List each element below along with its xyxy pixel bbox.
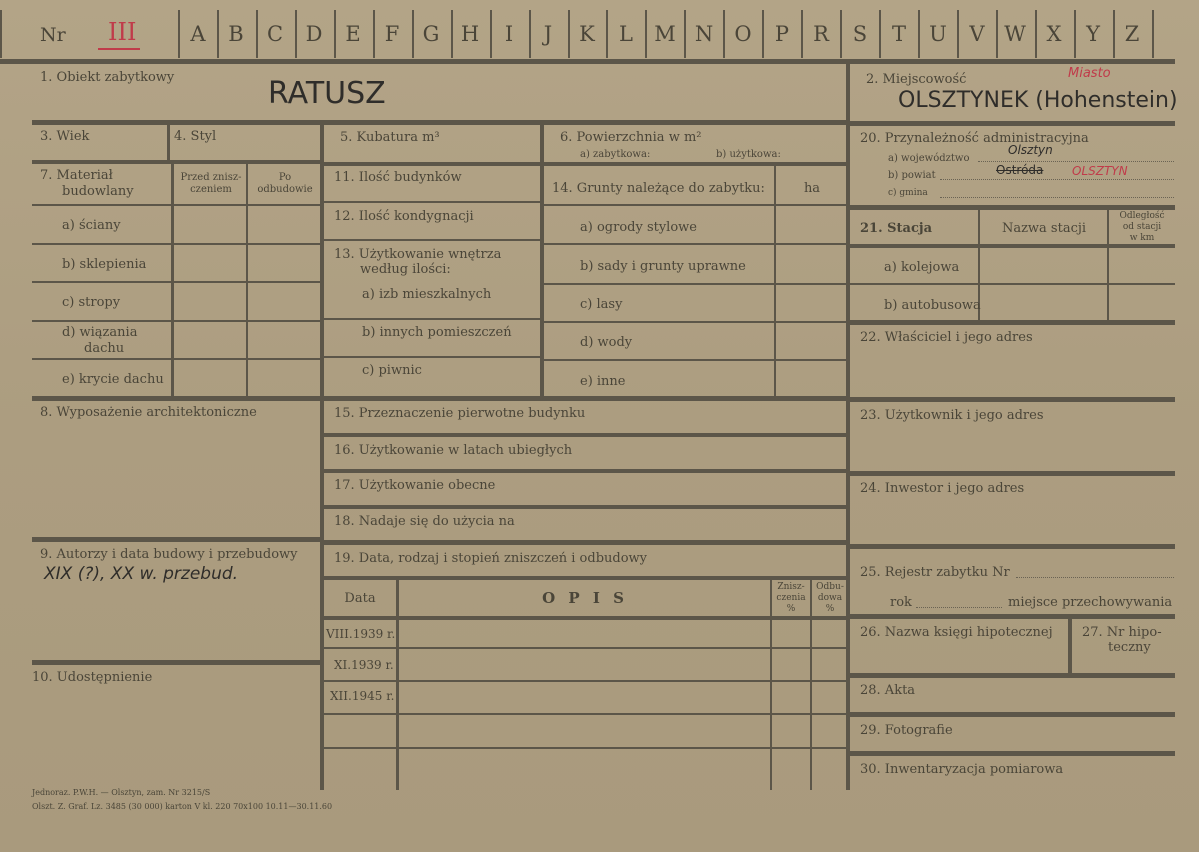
f7-row-ceilings: c) stropy (62, 295, 121, 310)
alphabet-divider (606, 10, 608, 58)
f30-label: 30. Inwentaryzacja pomiarowa (860, 762, 1064, 777)
f21-col-name: Nazwa stacji (1001, 221, 1087, 236)
f19-col-rebuild-2: dowa (817, 593, 843, 603)
alphabet-divider (684, 10, 686, 58)
f20-b-value: OLSZTYN (1072, 164, 1128, 178)
f16-label: 16. Użytkowanie w latach ubiegłych (334, 443, 573, 458)
alphabet-letter-z: Z (1124, 22, 1140, 46)
f2-value: OLSZTYNEK (Hohenstein) (898, 88, 1178, 113)
f6-label: 6. Powierzchnia w m² (560, 130, 702, 145)
alphabet-letter-d: D (305, 22, 323, 46)
alphabet-divider (762, 10, 764, 58)
alphabet-divider (957, 10, 959, 58)
footer-line-1: Jednoraz. P.W.H. — Olsztyn, zam. Nr 3215/S (32, 788, 211, 797)
f20-c: c) gmina (888, 188, 928, 198)
f19-col-destr-3: % (786, 604, 796, 614)
f9-value: XIX (?), XX w. przebud. (44, 564, 239, 584)
f21-col-dist-1: Odległość (1119, 211, 1165, 221)
f24-label: 24. Inwestor i jego adres (860, 481, 1025, 496)
alphabet-letter-m: M (654, 22, 676, 46)
alphabet-divider (295, 10, 297, 58)
f19-date-3: XII.1945 r. (330, 689, 395, 703)
alphabet-letter-r: R (813, 22, 829, 46)
f17-label: 17. Użytkowanie obecne (334, 478, 496, 493)
f23-label: 23. Użytkownik i jego adres (860, 408, 1044, 423)
f7-row-trusses-2: dachu (84, 341, 125, 356)
alphabet-divider (1113, 10, 1115, 58)
f12-label: 12. Ilość kondygnacji (334, 209, 474, 224)
f10-label: 10. Udostępnienie (32, 670, 153, 685)
f7-row-trusses-1: d) wiązania (62, 325, 138, 340)
f20-a: a) województwo (888, 153, 970, 164)
f13-c: c) piwnic (362, 363, 422, 378)
alphabet-divider (1152, 10, 1154, 58)
alphabet-letter-h: H (460, 22, 480, 46)
alphabet-letter-s: S (852, 22, 868, 46)
alphabet-divider (996, 10, 998, 58)
nr-label: Nr (40, 24, 66, 46)
alphabet-divider (217, 10, 219, 58)
f19-date-2: XI.1939 r. (334, 658, 394, 672)
alphabet-letter-x: X (1046, 22, 1062, 46)
alphabet-letter-g: G (422, 22, 440, 46)
alphabet-divider (490, 10, 492, 58)
f14-row-gardens: a) ogrody stylowe (580, 220, 697, 235)
alphabet-letter-f: F (384, 22, 400, 46)
f7-row-roofing: e) krycie dachu (62, 372, 164, 387)
f2-note: Miasto (1068, 66, 1111, 81)
f5-label: 5. Kubatura m³ (340, 130, 440, 145)
alphabet-divider (451, 10, 453, 58)
f7-label-2: budowlany (62, 184, 134, 199)
alphabet-divider (840, 10, 842, 58)
alphabet-divider (879, 10, 881, 58)
alphabet-divider (645, 10, 647, 58)
f19-col-rebuild-1: Odbu- (816, 582, 844, 592)
f7-col-after-2: odbudowie (257, 184, 313, 195)
alphabet-divider (334, 10, 336, 58)
f3-label: 3. Wiek (40, 129, 90, 144)
alphabet-divider (373, 10, 375, 58)
alphabet-letter-v: V (969, 22, 985, 46)
f25-miejsce: miejsce przechowywania (1008, 595, 1173, 610)
f20-b: b) powiat (888, 170, 936, 181)
f1-label: 1. Obiekt zabytkowy (40, 70, 175, 85)
f25-rok: rok (890, 595, 912, 610)
f13-a: a) izb mieszkalnych (362, 287, 492, 302)
alphabet-divider (412, 10, 414, 58)
f19-col-date: Data (344, 591, 376, 606)
f15-label: 15. Przeznaczenie pierwotne budynku (334, 406, 586, 421)
f19-col-rebuild-3: % (825, 604, 835, 614)
alphabet-letter-t: T (891, 22, 906, 46)
alphabet-letter-c: C (266, 22, 284, 46)
f11-label: 11. Ilość budynków (334, 170, 462, 185)
alphabet-divider (256, 10, 258, 58)
alphabet-letter-j: J (543, 22, 553, 46)
f2-label: 2. Miejscowość (866, 72, 967, 87)
f19-date-1: VIII.1939 r. (326, 627, 396, 641)
f7-col-before-1: Przed znisz- (180, 172, 242, 183)
alphabet-divider (723, 10, 725, 58)
alphabet-letter-y: Y (1086, 22, 1100, 46)
alphabet-letter-k: K (579, 22, 595, 46)
f19-label: 19. Data, rodzaj i stopień zniszczeń i odbudowy (334, 551, 648, 566)
f21-col-dist-2: od stacji (1122, 222, 1162, 232)
f7-col-before-2: czeniem (190, 184, 232, 195)
alphabet-letter-w: W (1004, 22, 1026, 46)
f27-label-1: 27. Nr hipo- (1082, 625, 1162, 640)
f21-label: 21. Stacja (860, 221, 933, 236)
f20-a-value: Olsztyn (1008, 143, 1053, 157)
f13-label-1: 13. Użytkowanie wnętrza (334, 247, 502, 262)
f29-label: 29. Fotografie (860, 723, 953, 738)
f7-col-after-1: Po (278, 172, 292, 183)
f14-row-orchards: b) sady i grunty uprawne (580, 259, 746, 274)
alphabet-letter-b: B (228, 22, 244, 46)
f27-label-2: teczny (1108, 640, 1151, 655)
f7-label-1: 7. Materiał (40, 168, 113, 183)
f20-label: 20. Przynależność administracyjna (860, 131, 1089, 146)
alphabet-divider (918, 10, 920, 58)
f14-unit: ha (803, 181, 821, 196)
f13-b: b) innych pomieszczeń (362, 325, 512, 340)
f20-b-struck: Ostróda (996, 163, 1044, 177)
f14-row-other: e) inne (580, 374, 626, 389)
f8-label: 8. Wyposażenie architektoniczne (40, 405, 257, 420)
f7-row-vaults: b) sklepienia (62, 257, 147, 272)
f18-label: 18. Nadaje się do użycia na (334, 514, 515, 529)
alphabet-letter-e: E (345, 22, 361, 46)
footer-line-2: Olszt. Z. Graf. Lz. 3485 (30 000) karton V kl. 220 70x100 10.11—30.11.60 (32, 802, 333, 811)
f21-a: a) kolejowa (884, 260, 960, 275)
alphabet-divider (1074, 10, 1076, 58)
alphabet-letter-u: U (929, 22, 947, 46)
nr-value: III (108, 18, 137, 46)
alphabet-letter-i: I (504, 22, 514, 46)
f14-label: 14. Grunty należące do zabytku: (552, 181, 765, 196)
alphabet-divider (1035, 10, 1037, 58)
alphabet-letter-p: P (774, 22, 790, 46)
f21-col-dist-3: w km (1129, 233, 1155, 243)
alphabet-letter-l: L (619, 22, 633, 46)
f22-label: 22. Właściciel i jego adres (860, 330, 1033, 345)
alphabet-letter-o: O (734, 22, 752, 46)
alphabet-letter-a: A (190, 22, 206, 46)
f4-label: 4. Styl (174, 129, 217, 144)
f13-label-2: według ilości: (360, 262, 451, 277)
alphabet-divider (178, 10, 180, 58)
f26-label: 26. Nazwa księgi hipotecznej (860, 625, 1053, 640)
alphabet-divider (801, 10, 803, 58)
f6-a: a) zabytkowa: (580, 149, 651, 160)
f19-col-desc: O P I S (542, 589, 628, 607)
f28-label: 28. Akta (860, 683, 916, 698)
f1-value: RATUSZ (268, 76, 386, 111)
alphabet-letter-n: N (694, 22, 714, 46)
alphabet-divider (529, 10, 531, 58)
f7-row-walls: a) ściany (62, 218, 121, 233)
f14-row-waters: d) wody (580, 335, 633, 350)
f19-col-destr-2: czenia (776, 593, 806, 603)
f14-row-forests: c) lasy (580, 297, 623, 312)
f25-label: 25. Rejestr zabytku Nr (860, 565, 1010, 580)
f19-col-destr-1: Znisz- (777, 582, 805, 592)
f21-b: b) autobusowa (884, 298, 981, 313)
alphabet-divider (568, 10, 570, 58)
f9-label: 9. Autorzy i data budowy i przebudowy (40, 547, 298, 562)
f6-b: b) użytkowa: (716, 149, 781, 160)
